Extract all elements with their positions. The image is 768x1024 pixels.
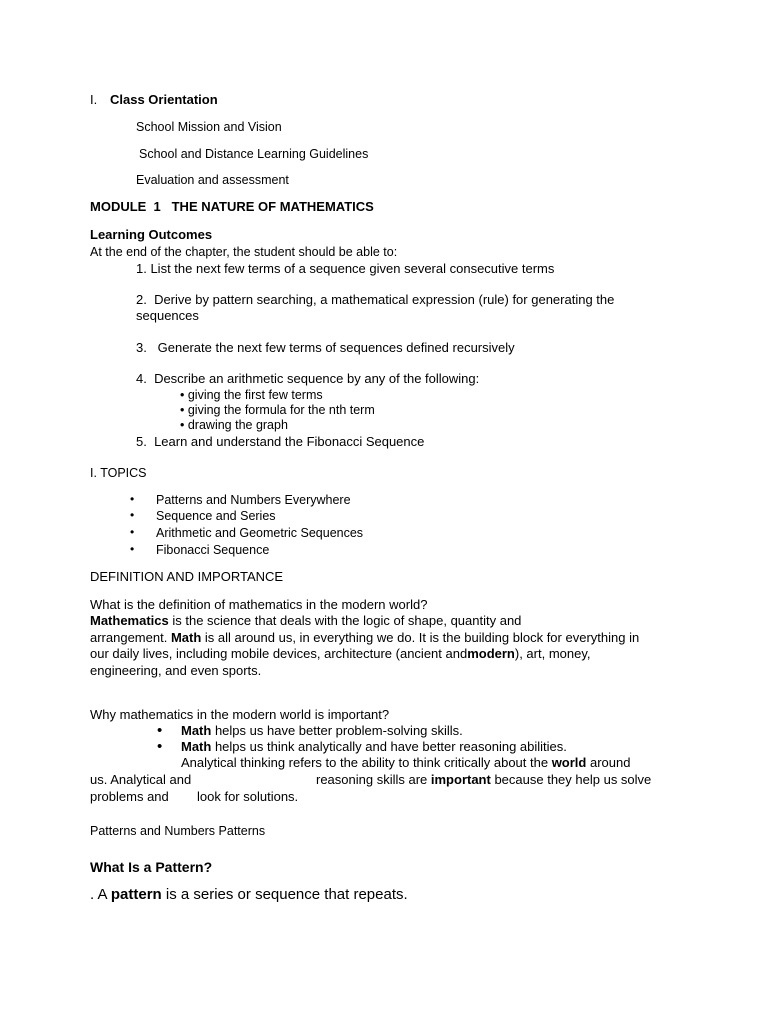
importance-item: Math helps us think analytically and have better reasoning abilities.	[181, 739, 567, 754]
pattern-definition: . A pattern is a series or sequence that repeats.	[90, 886, 408, 903]
importance-paragraph-line: reasoning skills are important because they help us solve	[316, 772, 652, 787]
topic-item: Arithmetic and Geometric Sequences	[156, 526, 364, 540]
definition-question: What is the definition of mathematics in the modern world?	[90, 597, 428, 612]
class-orientation-title: Class Orientation	[110, 92, 218, 107]
definition-heading: DEFINITION AND IMPORTANCE	[90, 569, 284, 584]
pattern-title: What Is a Pattern?	[90, 859, 213, 875]
module-heading: MODULE 1 THE NATURE OF MATHEMATICS	[90, 199, 374, 214]
definition-paragraph-line: arrangement. Math is all around us, in everything we do. It is the building block for everything in	[90, 630, 640, 645]
outcome-subitem: • giving the formula for the nth term	[180, 403, 375, 417]
patterns-subheading: Patterns and Numbers Patterns	[90, 824, 266, 838]
outcome-item: 4. Describe an arithmetic sequence by any of the following:	[136, 371, 480, 386]
emphasis: Math	[181, 723, 212, 738]
importance-paragraph-line: us. Analytical and	[90, 772, 192, 787]
emphasis: Mathematics	[90, 613, 169, 628]
outcome-item: 2. Derive by pattern searching, a mathematical expression (rule) for generating the	[136, 292, 615, 307]
importance-paragraph-line: look for solutions.	[197, 789, 299, 804]
emphasis: important	[430, 772, 491, 787]
outcome-item: 1. List the next few terms of a sequence given several consecutive terms	[136, 261, 555, 276]
bullet-icon: •	[130, 542, 135, 556]
emphasis: Math	[181, 739, 212, 754]
emphasis: Math	[170, 630, 202, 645]
topic-item: Patterns and Numbers Everywhere	[156, 493, 351, 507]
emphasis: world	[551, 755, 587, 770]
section-numeral: I.	[90, 92, 98, 107]
learning-outcomes-title: Learning Outcomes	[90, 227, 213, 242]
topic-item: Fibonacci Sequence	[156, 543, 270, 557]
orientation-item: School and Distance Learning Guidelines	[139, 147, 369, 161]
topic-item: Sequence and Series	[156, 509, 276, 523]
outcome-subitem: • drawing the graph	[180, 418, 288, 432]
importance-paragraph-line: problems and	[90, 789, 169, 804]
learning-outcomes-intro: At the end of the chapter, the student should be able to:	[90, 245, 398, 259]
definition-paragraph-line: Mathematics is the science that deals with the logic of shape, quantity and	[90, 613, 522, 628]
importance-paragraph-line: Analytical thinking refers to the ability to think critically about the world around	[181, 755, 631, 770]
orientation-item: School Mission and Vision	[136, 120, 282, 134]
outcome-item-continuation: sequences	[136, 308, 199, 323]
bullet-icon: •	[130, 508, 135, 522]
outcome-item: 3. Generate the next few terms of sequences defined recursively	[136, 340, 515, 355]
definition-paragraph-line: engineering, and even sports.	[90, 663, 262, 678]
importance-item: Math helps us have better problem-solving skills.	[181, 723, 463, 738]
bullet-icon: •	[130, 492, 135, 506]
emphasis: modern	[467, 646, 515, 661]
outcome-subitem: • giving the first few terms	[180, 388, 323, 402]
bullet-icon: •	[157, 738, 163, 755]
outcome-item: 5. Learn and understand the Fibonacci Sequence	[136, 434, 425, 449]
emphasis: pattern	[110, 886, 162, 903]
importance-question: Why mathematics in the modern world is important?	[90, 707, 390, 722]
topics-heading: I. TOPICS	[90, 466, 147, 480]
orientation-item: Evaluation and assessment	[136, 173, 289, 187]
bullet-icon: •	[157, 722, 163, 739]
bullet-icon: •	[130, 525, 135, 539]
definition-paragraph-line: our daily lives, including mobile devices, architecture (ancient andmodern), art, money,	[90, 646, 591, 661]
